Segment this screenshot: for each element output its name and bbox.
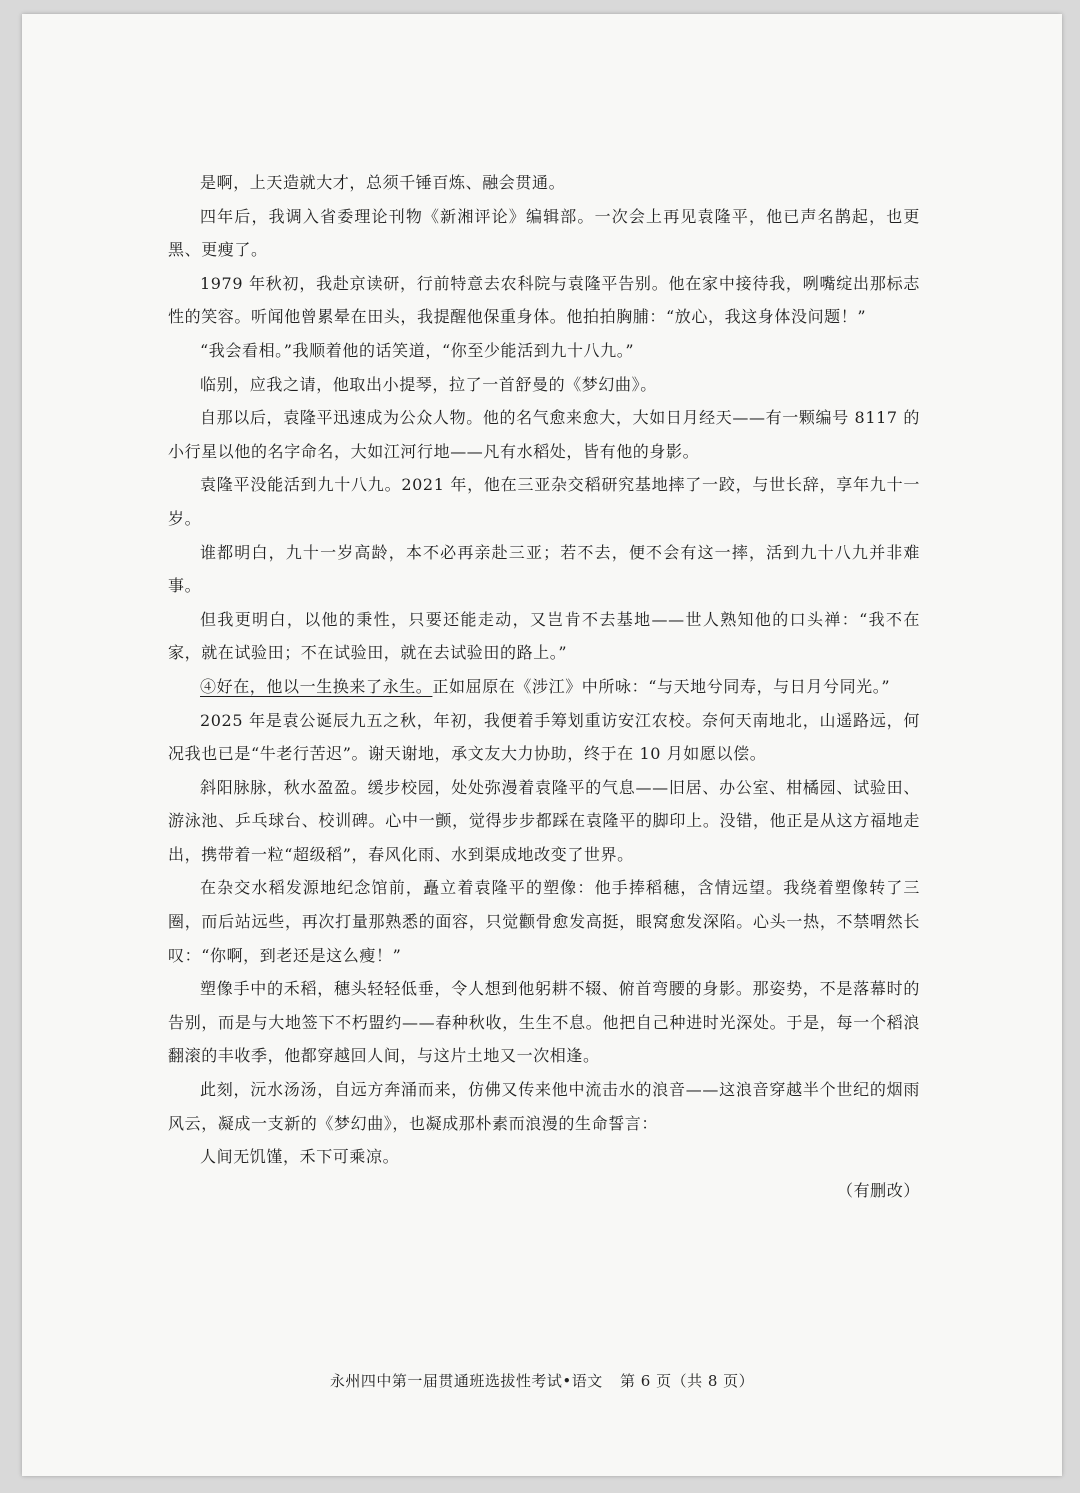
paragraph: 谁都明白，九十一岁高龄，本不必再亲赴三亚；若不去，便不会有这一摔，活到九十八九并非难事。 <box>168 542 920 596</box>
paragraph: 2025 年是袁公诞辰九五之秋，年初，我便着手筹划重访安江农校。奈何天南地北，山遥路远，何况我也已是“牛老行苦迟”。谢天谢地，承文友大力协助，终于在 10 月如愿以偿。 <box>168 710 920 764</box>
page-number: 第 6 页（共 8 页） <box>619 1372 755 1390</box>
page-footer <box>22 1370 1062 1391</box>
paragraph: 袁隆平没能活到九十八九。2021 年，他在三亚杂交稻研究基地摔了一跤，与世长辞，享年九十一岁。 <box>168 475 920 528</box>
paragraph: 1979 年秋初，我赴京读研，行前特意去农科院与袁隆平告别。他在家中接待我，咧嘴绽出那标志性的笑容。听闻他曾累晕在田头，我提醒他保重身体。他拍拍胸脯：“放心，我这身体没问题！” <box>168 273 920 327</box>
paragraph: 此刻，沅水汤汤，自远方奔涌而来，仿佛又传来他中流击水的浪音——这浪音穿越半个世纪的烟雨风云，凝成一支新的《梦幻曲》，也凝成那朴素而浪漫的生命誓言： <box>168 1080 920 1133</box>
underlined-sentence: ④好在，他以一生换来了永生。 <box>200 676 433 696</box>
source-note: （有删改） <box>836 1180 920 1200</box>
paragraph-rest: 正如屈原在《涉江》中所咏：“与天地兮同寿，与日月兮同光。” <box>432 676 891 696</box>
article-body <box>168 166 920 1207</box>
paragraph: 四年后，我调入省委理论刊物《新湘评论》编辑部。一次会上再见袁隆平，他已声名鹊起，也更黑、更瘦了。 <box>168 206 920 260</box>
paragraph: 人间无饥馑，禾下可乘凉。 <box>200 1147 400 1167</box>
paragraph-marked <box>168 670 920 704</box>
paragraph: “我会看相。”我顺着他的话笑道，“你至少能活到九十八九。” <box>200 340 635 360</box>
exam-page <box>22 14 1062 1476</box>
paragraph: 但我更明白，以他的秉性，只要还能走动，又岂肯不去基地——世人熟知他的口头禅：“我不在家，就在试验田；不在试验田，就在去试验田的路上。” <box>168 609 920 663</box>
paragraph: 在杂交水稻发源地纪念馆前，矗立着袁隆平的塑像：他手捧稻穗，含情远望。我绕着塑像转了三圈，而后站远些，再次打量那熟悉的面容，只觉颧骨愈发高挺，眼窝愈发深陷。心头一热，不禁喟然长叹：“你啊，到老还是这么瘦！” <box>168 878 920 965</box>
exam-title: 永州四中第一届贯通班选拔性考试•语文 <box>329 1372 603 1390</box>
paragraph: 自那以后，袁隆平迅速成为公众人物。他的名气愈来愈大，大如日月经天——有一颗编号 8117 的小行星以他的名字命名，大如江河行地——凡有水稻处，皆有他的身影。 <box>168 408 920 461</box>
paragraph: 临别，应我之请，他取出小提琴，拉了一首舒曼的《梦幻曲》。 <box>200 374 657 394</box>
paragraph: 是啊，上天造就大才，总须千锤百炼、融会贯通。 <box>200 173 566 192</box>
paragraph: 塑像手中的禾稻，穗头轻轻低垂，令人想到他躬耕不辍、俯首弯腰的身影。那姿势，不是落幕时的告别，而是与大地签下不朽盟约——春种秋收，生生不息。他把自己种进时光深处。于是，每一个稻浪翻滚的丰收季，他都穿越回人间，与这片土地又一次相逢。 <box>168 979 920 1066</box>
paragraph: 斜阳脉脉，秋水盈盈。缓步校园，处处弥漫着袁隆平的气息——旧居、办公室、柑橘园、试验田、游泳池、乒乓球台、校训碑。心中一颤，觉得步步都踩在袁隆平的脚印上。没错，他正是从这方福地走出，携带着一粒“超级稻”，春风化雨、水到渠成地改变了世界。 <box>168 777 920 864</box>
